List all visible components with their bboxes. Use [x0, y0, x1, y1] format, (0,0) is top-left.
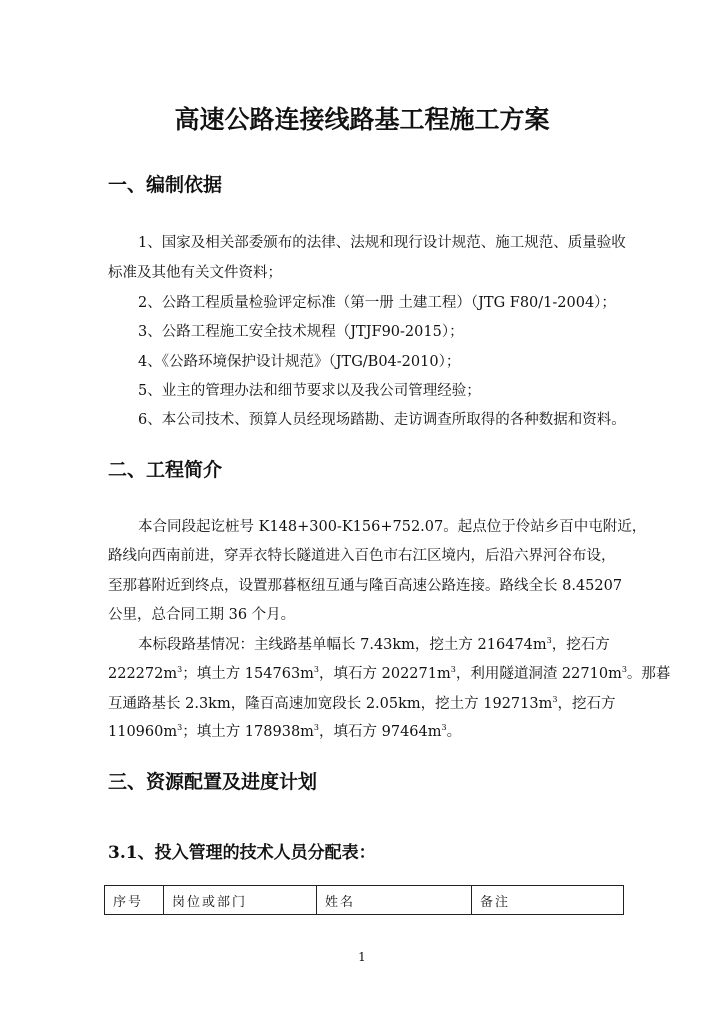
overview-para2-line3: 互通路基长 2.3km，隆百高速加宽段长 2.05km，挖土方 $192713m^3$，挖石方 — [108, 695, 616, 712]
basis-item-1: 1、国家及相关部委颁布的法律、法规和现行设计规范、施工规范、质量验收 — [138, 235, 626, 251]
overview-para1-line2: 路线向西南前进，穿弄衣特长隧道进入百色市右江区境内，后沿六界河谷布设， — [108, 548, 616, 564]
overview-para1-line4: 公里，总合同工期 36 个月。 — [108, 607, 296, 623]
basis-item-5: 5、业主的管理办法和细节要求以及我公司管理经验； — [138, 383, 481, 399]
document-title: 高速公路连接线路基工程施工方案 — [174, 105, 550, 134]
section-heading-resources: 三、资源配置及进度计划 — [108, 771, 318, 793]
table-header-cell: 序号 — [105, 886, 164, 915]
overview-para2-line4: $110960m^3$；填土方 $178938m^3$，填石方 $97464m^3$。 — [108, 723, 462, 740]
overview-para1-line3: 至那暮附近到终点，设置那暮枢纽互通与隆百高速公路连接。路线全长 8.45207 — [108, 578, 623, 594]
overview-para2-line1: 本标段路基情况：主线路基单幅长 7.43km，挖土方 $216474m^3$，挖石方 — [138, 636, 610, 653]
section-heading-basis: 一、编制依据 — [108, 174, 223, 196]
table-header-cell: 岗位或部门 — [164, 886, 317, 915]
basis-item-4: 4、《公路环境保护设计规范》（JTG/B04-2010）； — [138, 354, 461, 370]
overview-para2-line2: $222272m^3$；填土方 $154763m^3$，填石方 $202271m^3$，利用隧道洞渣 $22710m^3$。那暮 — [108, 665, 671, 682]
page-number: 1 — [358, 950, 366, 964]
staff-allocation-table — [104, 885, 624, 915]
section-heading-overview: 二、工程简介 — [108, 459, 223, 481]
basis-item-3: 3、公路工程施工安全技术规程（JTJF90-2015）； — [138, 324, 464, 340]
subsection-heading-staff: 3.1、投入管理的技术人员分配表： — [108, 843, 376, 863]
basis-item-2: 2、公路工程质量检验评定标准（第一册 土建工程）（JTG F80/1-2004）； — [138, 295, 616, 311]
table-header-row — [105, 886, 624, 915]
basis-item-6: 6、本公司技术、预算人员经现场踏勘、走访调查所取得的各种数据和资料。 — [138, 412, 626, 428]
overview-para1-line1: 本合同段起讫桩号 K148+300-K156+752.07。起点位于伶站乡百中屯附近， — [138, 519, 647, 535]
table-header-cell: 备注 — [472, 886, 624, 915]
table-header-cell: 姓名 — [317, 886, 472, 915]
basis-item-1-cont: 标准及其他有关文件资料； — [108, 265, 282, 281]
